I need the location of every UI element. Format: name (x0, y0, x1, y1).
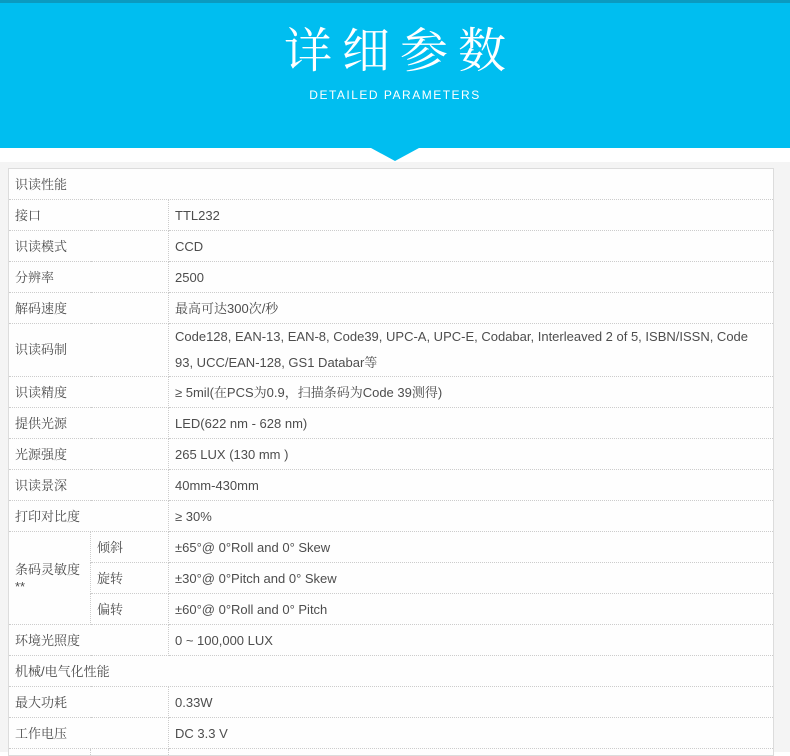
spec-value: ±65°@ 0°Roll and 0° Skew (169, 532, 774, 563)
spec-value: ±30°@ 0°Pitch and 0° Skew (169, 563, 774, 594)
spec-value: 0 ~ 100,000 LUX (169, 625, 774, 656)
spec-label: 最大功耗 (9, 687, 169, 718)
spec-value: 265 LUX (130 mm ) (169, 439, 774, 470)
page-title: 详细参数 (283, 25, 516, 78)
table-row (9, 501, 774, 532)
table-row (9, 377, 774, 408)
spec-value: ≥ 30% (169, 501, 774, 532)
table-row (9, 718, 774, 749)
table-row-clipped (9, 749, 774, 756)
spec-value: CCD (169, 231, 774, 262)
spec-label: 打印对比度 (9, 501, 169, 532)
section-title: 机械/电气化性能 (9, 656, 774, 687)
table-row (9, 439, 774, 470)
spec-label: 解码速度 (9, 293, 169, 324)
table-row (9, 231, 774, 262)
table-row (9, 625, 774, 656)
section-row (9, 656, 774, 687)
banner-arrow-strip (0, 148, 790, 162)
spec-label: 工作电压 (9, 718, 169, 749)
spec-value: 40mm-430mm (169, 470, 774, 501)
spec-value: TTL232 (169, 200, 774, 231)
table-row (9, 470, 774, 501)
spec-value: ±60°@ 0°Roll and 0° Pitch (169, 594, 774, 625)
spec-label: 分辨率 (9, 262, 169, 293)
specs-table (8, 168, 774, 756)
spec-value: DC 3.3 V (169, 718, 774, 749)
table-row (9, 200, 774, 231)
spec-label: 识读精度 (9, 377, 169, 408)
down-arrow-icon (371, 148, 419, 161)
spec-value: Code128, EAN-13, EAN-8, Code39, UPC-A, UPC-E, Codabar, Interleaved 2 of 5, ISBN/ISSN, Code 93, UCC/EAN-128, GS1 Databar等 (169, 324, 774, 377)
section-row (9, 169, 774, 200)
spec-value: LED(622 nm - 628 nm) (169, 408, 774, 439)
spec-label: 识读景深 (9, 470, 169, 501)
detail-params-banner (0, 0, 790, 148)
table-row (9, 262, 774, 293)
table-row (9, 563, 774, 594)
table-row (9, 293, 774, 324)
section-title: 识读性能 (9, 169, 774, 200)
spec-sublabel: 倾斜 (91, 532, 169, 563)
spec-panel (0, 162, 790, 752)
spec-group-label: 条码灵敏度** (9, 532, 91, 625)
table-row (9, 324, 774, 377)
table-row (9, 408, 774, 439)
spec-sublabel: 偏转 (91, 594, 169, 625)
spec-sublabel: 旋转 (91, 563, 169, 594)
spec-label: 环境光照度 (9, 625, 169, 656)
table-row (9, 687, 774, 718)
table-row (9, 594, 774, 625)
spec-label: 光源强度 (9, 439, 169, 470)
banner-top-strip (0, 0, 790, 3)
spec-label: 识读模式 (9, 231, 169, 262)
spec-value: 最高可达300次/秒 (169, 293, 774, 324)
spec-value: 2500 (169, 262, 774, 293)
spec-label: 提供光源 (9, 408, 169, 439)
page-subtitle: DETAILED PARAMETERS (309, 88, 481, 102)
spec-label: 接口 (9, 200, 169, 231)
spec-label: 识读码制 (9, 324, 169, 377)
spec-value: 0.33W (169, 687, 774, 718)
spec-value: ≥ 5mil(在PCS为0.9，扫描条码为Code 39测得) (169, 377, 774, 408)
table-row (9, 532, 774, 563)
